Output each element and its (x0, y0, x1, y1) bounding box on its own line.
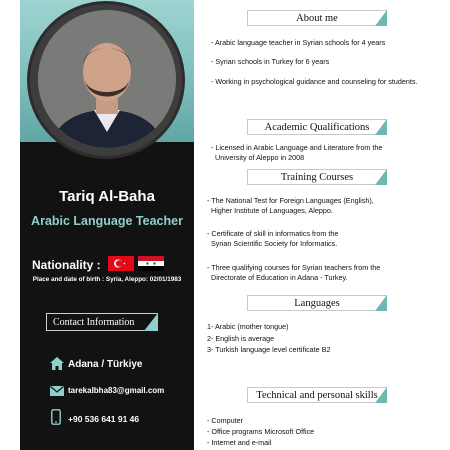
training-item (207, 263, 380, 282)
training-line: - Certificate of skill in informatics from the (207, 229, 339, 238)
training-section-title (247, 169, 387, 185)
person-name: Tariq Al-Baha (59, 188, 155, 205)
training-item (207, 196, 374, 215)
skills-title-text: Technical and personal skills (256, 390, 378, 401)
turkey-flag-icon (108, 256, 134, 271)
birth-info: Place and date of birth : Syria, Aleppo: 02/01/1983 (32, 276, 182, 283)
skills-section-title (247, 387, 387, 403)
training-title-text: Training Courses (280, 172, 354, 183)
academic-line: University of Aleppo in 2008 (215, 152, 305, 162)
email-link[interactable]: tarekalbha83@gmail.com (68, 386, 165, 395)
language-item: 1- Arabic (mother tongue) (207, 322, 289, 331)
title-corner-accent (375, 119, 387, 135)
training-line: Directorate of Education in Adana - Turkey. (211, 272, 348, 282)
academic-section-title (247, 119, 387, 135)
language-item: 3- Turkish language level certificate B2 (207, 345, 331, 354)
about-title-text: About me (296, 13, 338, 24)
language-item: 2- English is average (207, 334, 275, 343)
training-item (207, 229, 338, 248)
contact-title-text: Contact Information (53, 317, 135, 328)
contact-section-title (46, 313, 158, 331)
title-corner-accent (375, 10, 387, 26)
training-line: - The National Test for Foreign Languages (English), (207, 196, 374, 205)
home-icon (50, 357, 64, 370)
job-title: Arabic Language Teacher (31, 214, 183, 228)
syria-flag-icon (138, 256, 164, 271)
academic-item (211, 143, 382, 162)
title-corner-accent (375, 387, 387, 403)
training-line: Syrian Scientific Society for Informatics. (211, 238, 338, 248)
about-item: - Syrian schools in Turkey for 6 years (211, 57, 330, 66)
skill-item: - Internet and e-mail (207, 438, 272, 447)
languages-title-text: Languages (294, 298, 340, 309)
about-section-title (247, 10, 387, 26)
skill-item: - Computer (207, 416, 243, 425)
skill-item: - Office programs Microsoft Office (207, 427, 315, 436)
phone-icon (51, 409, 61, 425)
title-corner-accent (144, 313, 158, 331)
location-text: Adana / Türkiye (68, 359, 143, 370)
training-line: - Three qualifying courses for Syrian teachers from the (207, 263, 381, 272)
phone-text: +90 536 641 91 46 (68, 414, 140, 424)
languages-section-title (247, 295, 387, 311)
title-corner-accent (375, 295, 387, 311)
academic-line: - Licensed in Arabic Language and Literature from the (211, 143, 383, 152)
mail-icon (50, 386, 64, 396)
nationality-label: Nationality : (32, 258, 101, 272)
about-item: - Arabic language teacher in Syrian schools for 4 years (211, 38, 386, 47)
title-corner-accent (375, 169, 387, 185)
training-line: Higher Institute of Languages, Aleppo. (211, 205, 333, 215)
about-item: - Working in psychological guidance and counseling for students. (211, 77, 418, 86)
profile-photo (38, 10, 176, 148)
academic-title-text: Academic Qualifications (264, 122, 370, 133)
